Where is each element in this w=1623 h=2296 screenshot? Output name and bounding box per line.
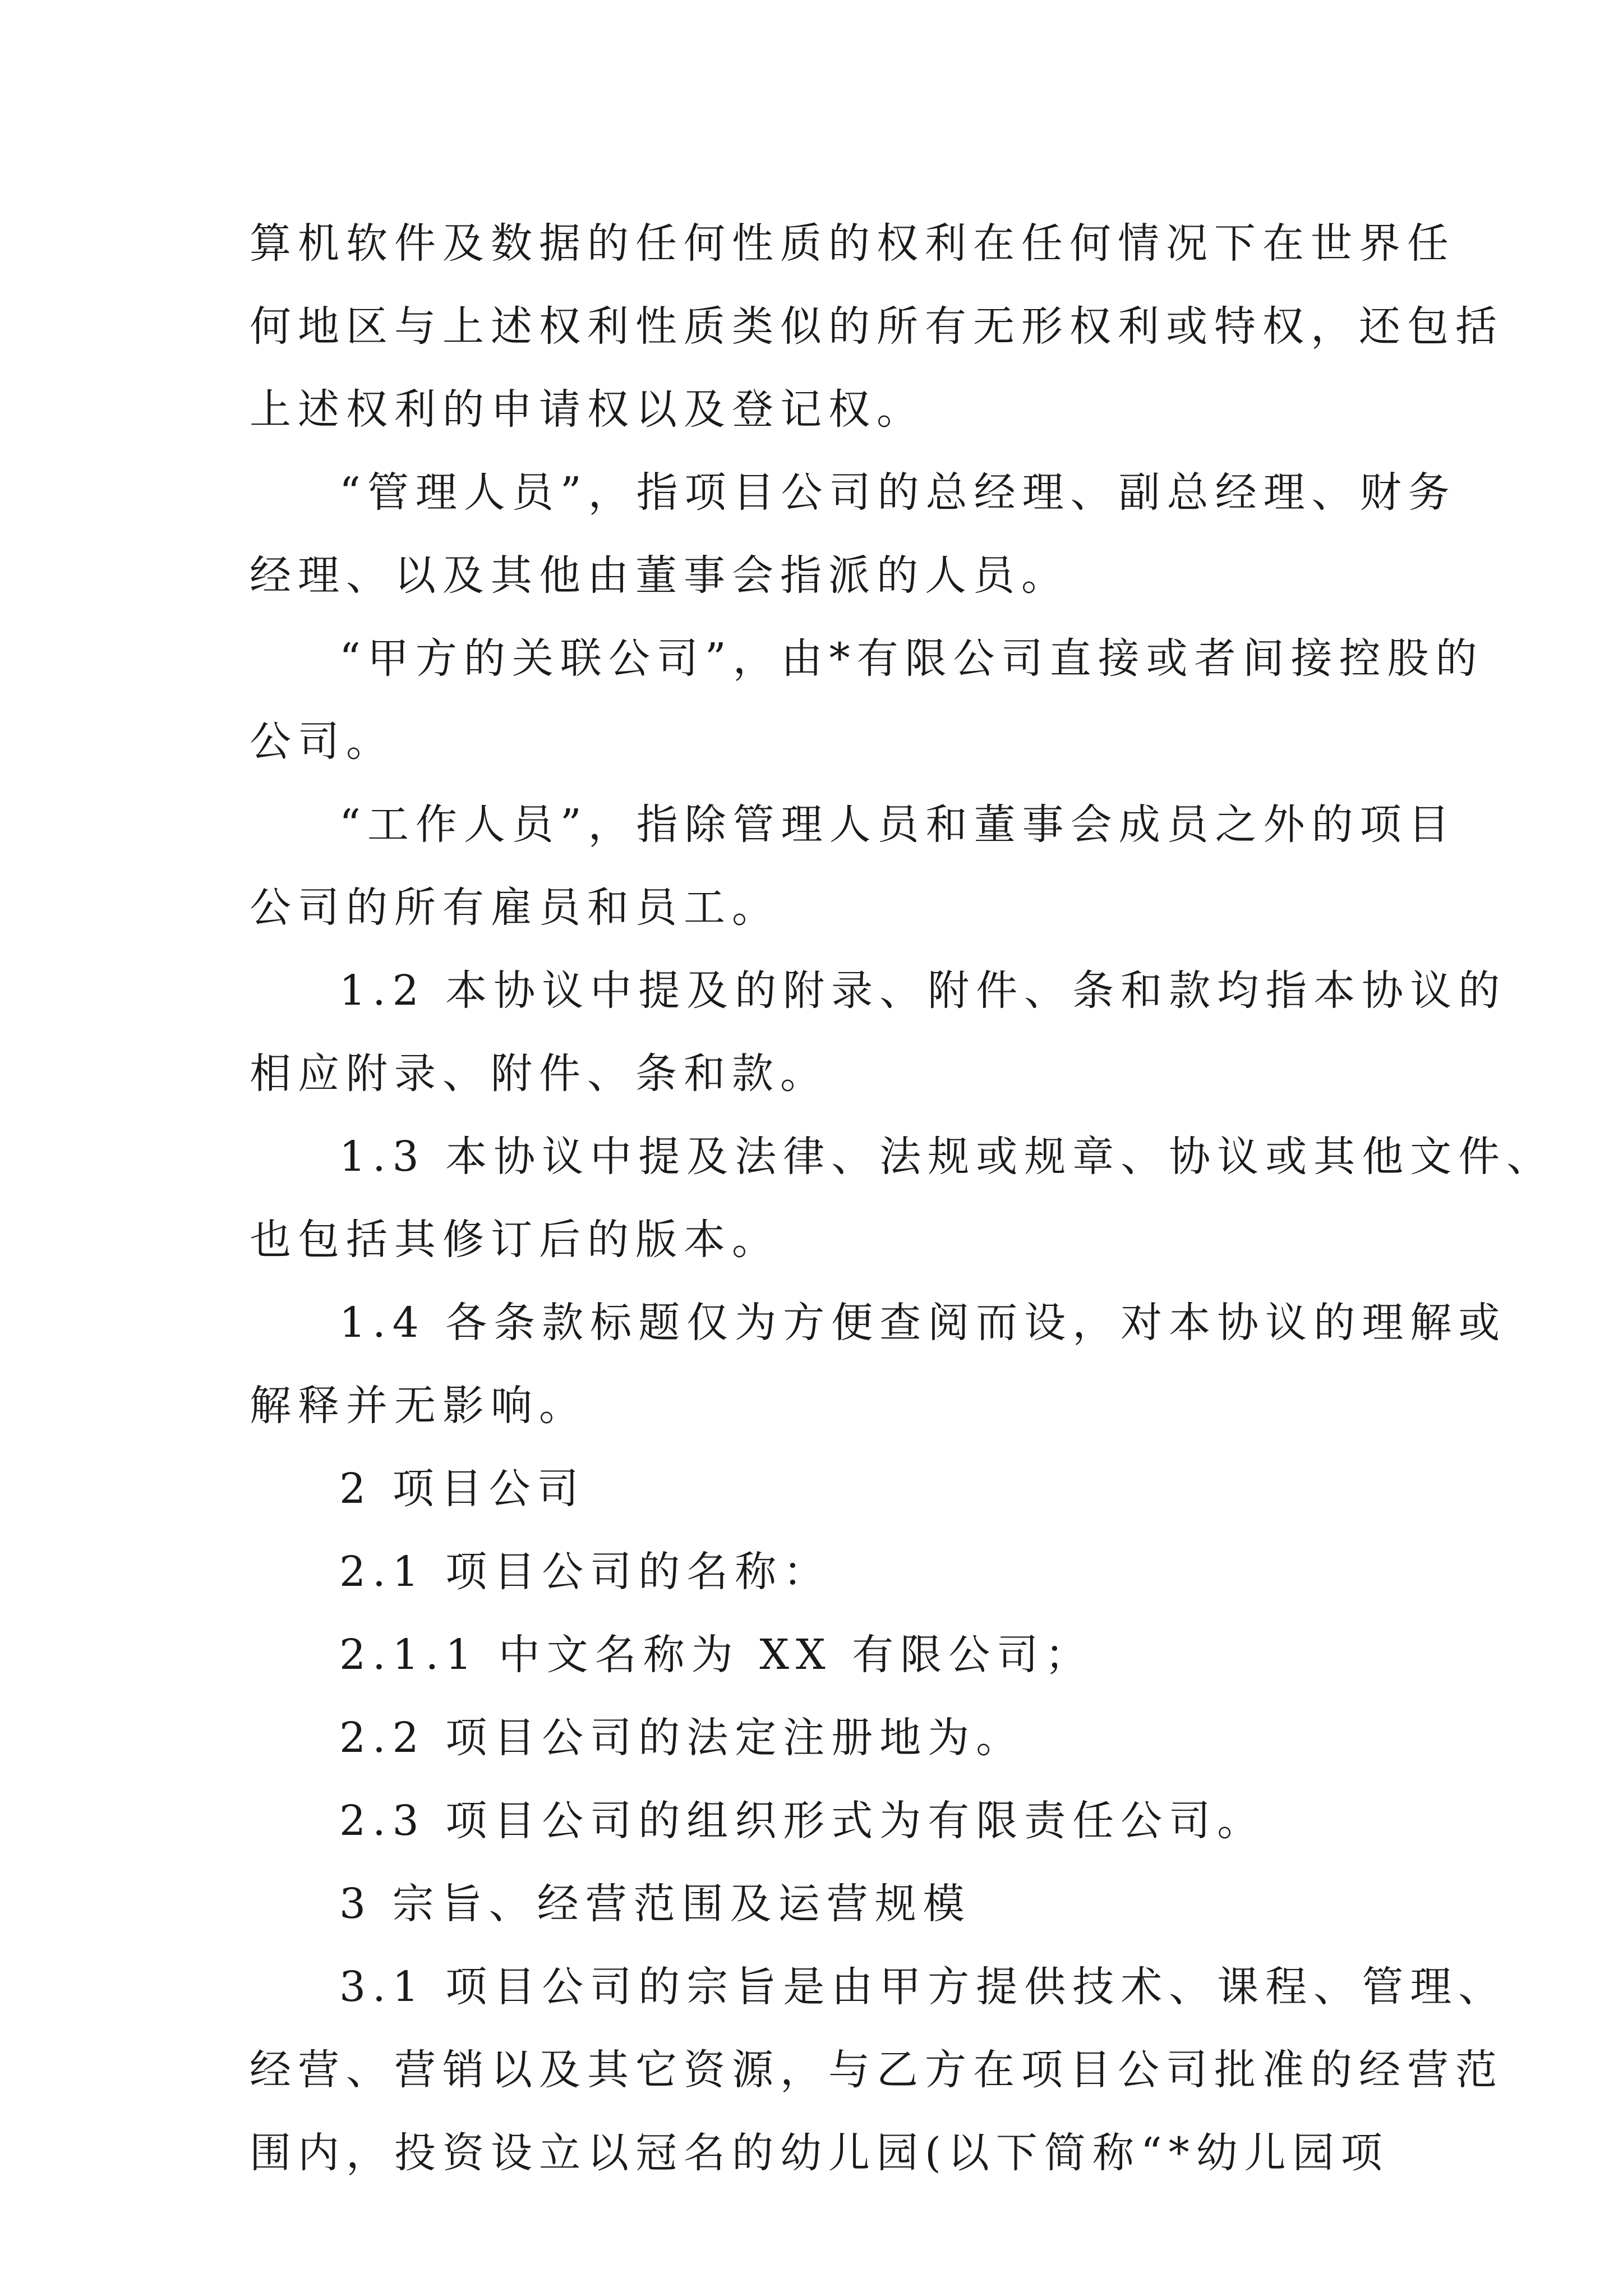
definition-management-personnel: “管理人员”，指项目公司的总经理、副总经理、财务: [339, 468, 1456, 517]
clause-2-2: 2.2 项目公司的法定注册地为。: [339, 1714, 1025, 1762]
section-heading-2: 2 项目公司: [339, 1465, 585, 1513]
document-body: [250, 202, 1555, 2194]
definition-staff: “工作人员”，指除管理人员和董事会成员之外的项目: [339, 800, 1456, 849]
clause-1-3: 1.3 本协议中提及法律、法规或规章、协议或其他文件、: [339, 1133, 1555, 1181]
text-line: 经理、以及其他由董事会指派的人员。: [250, 551, 1069, 600]
text-line: 公司的所有雇员和员工。: [250, 884, 780, 932]
clause-3-1: 3.1 项目公司的宗旨是由甲方提供技术、课程、管理、: [339, 1963, 1507, 2011]
text-line: 何地区与上述权利性质类似的所有无形权利或特权，还包括: [250, 302, 1504, 351]
clause-2-1-1: 2.1.1 中文名称为 XX 有限公司；: [339, 1631, 1094, 1679]
text-line: 上述权利的申请权以及登记权。: [250, 385, 925, 434]
definition-party-a-affiliate: “甲方的关联公司”，由*有限公司直接或者间接控股的: [339, 634, 1484, 683]
text-line: 也包括其修订后的版本。: [250, 1216, 780, 1264]
text-line: 解释并无影响。: [250, 1382, 587, 1430]
section-heading-3: 3 宗旨、经营范围及运营规模: [339, 1880, 971, 1928]
clause-2-3: 2.3 项目公司的组织形式为有限责任公司。: [339, 1797, 1266, 1845]
text-line: 相应附录、附件、条和款。: [250, 1050, 828, 1098]
text-line: 经营、营销以及其它资源，与乙方在项目公司批准的经营范: [250, 2046, 1504, 2094]
text-line: 公司。: [250, 717, 394, 766]
clause-2-1: 2.1 项目公司的名称：: [339, 1548, 832, 1596]
text-line: 算机软件及数据的任何性质的权利在任何情况下在世界任: [250, 219, 1455, 268]
clause-1-4: 1.4 各条款标题仅为方便查阅而设，对本协议的理解或: [339, 1299, 1507, 1347]
text-line: 围内，投资设立以冠名的幼儿园(以下简称“*幼儿园项: [250, 2129, 1389, 2177]
clause-1-2: 1.2 本协议中提及的附录、附件、条和款均指本协议的: [339, 967, 1507, 1015]
